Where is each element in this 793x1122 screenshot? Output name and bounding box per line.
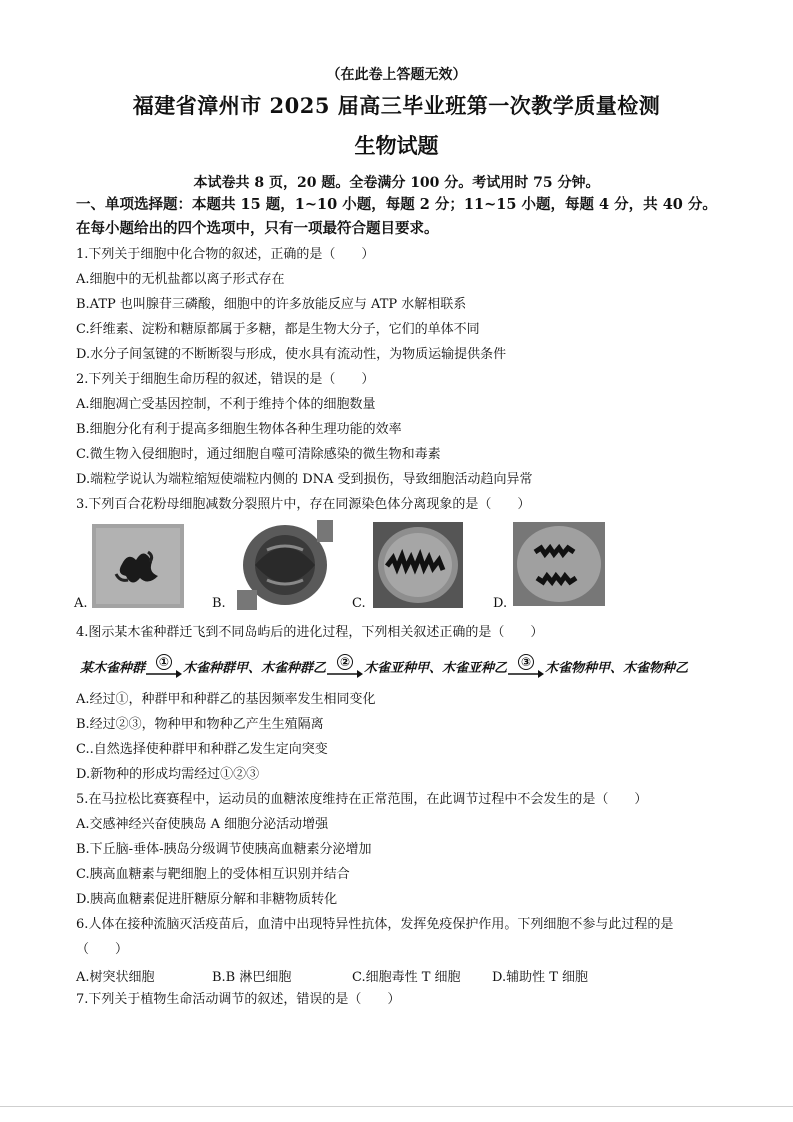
q5-option-c: C.胰高血糖素与靶细胞上的受体相互识别并结合 <box>76 867 350 882</box>
q6-option-d: D.辅助性 T 细胞 <box>492 970 589 985</box>
q3-label-a: A. <box>74 596 88 611</box>
q2-option-a: A.细胞凋亡受基因控制，不利于维持个体的细胞数量 <box>76 397 376 412</box>
q4-option-c: C..自然选择使种群甲和种群乙发生定向突变 <box>76 742 328 757</box>
chain-arrow-3 <box>508 654 544 684</box>
chain-node-2: 木雀种群甲、木雀种群乙 <box>183 661 327 676</box>
q5-option-a: A.交感神经兴奋使胰岛 A 细胞分泌活动增强 <box>76 817 329 832</box>
q2-stem: 2.下列关于细胞生命历程的叙述，错误的是（ ） <box>76 372 375 387</box>
q6-option-c: C.细胞毒性 T 细胞 <box>352 970 461 985</box>
q3-label-b: B. <box>212 596 226 611</box>
q3-photo-b <box>237 520 333 610</box>
subject-title: 生物试题 <box>354 133 439 158</box>
chain-arrow-1 <box>146 654 182 684</box>
q4-option-b: B.经过②③，物种甲和物种乙产生生殖隔离 <box>76 717 324 732</box>
q2-option-c: C.微生物入侵细胞时，通过细胞自噬可清除感染的微生物和毒素 <box>76 447 441 462</box>
footer-divider <box>0 1106 793 1107</box>
chain-node-3: 木雀亚种甲、木雀亚种乙 <box>364 661 508 676</box>
step-3-marker: ③ <box>518 654 534 670</box>
exam-title: 福建省漳州市 2025 届高三毕业班第一次教学质量检测 <box>132 93 661 118</box>
q3-photo-a <box>92 524 184 608</box>
q4-option-d: D.新物种的形成均需经过①②③ <box>76 767 260 782</box>
q3-photo-c <box>373 522 463 608</box>
q4-option-a: A.经过①，种群甲和种群乙的基因频率发生相同变化 <box>76 692 376 707</box>
q3-stem: 3.下列百合花粉母细胞减数分裂照片中，存在同源染色体分离现象的是（ ） <box>76 497 531 512</box>
q5-option-b: B.下丘脑-垂体-胰岛分级调节使胰高血糖素分泌增加 <box>76 842 372 857</box>
q1-option-c: C.纤维素、淀粉和糖原都属于多糖，都是生物大分子，它们的单体不同 <box>76 322 480 337</box>
q5-stem: 5.在马拉松比赛赛程中，运动员的血糖浓度维持在正常范围，在此调节过程中不会发生的是（ ） <box>76 792 648 807</box>
step-2-marker: ② <box>337 654 353 670</box>
evolution-chain-diagram <box>80 654 688 684</box>
q1-option-d: D.水分子间氢键的不断断裂与形成，使水具有流动性，为物质运输提供条件 <box>76 347 507 362</box>
chain-node-4: 木雀物种甲、木雀物种乙 <box>545 661 689 676</box>
section-heading: 一、单项选择题：本题共 15 题，1~10 小题，每题 2 分；11~15 小题，每题 4 分，共 40 分。 <box>76 196 717 213</box>
chain-node-1: 某木雀种群 <box>80 661 146 676</box>
q6-option-a: A.树突状细胞 <box>76 970 155 985</box>
q1-option-b: B.ATP 也叫腺苷三磷酸，细胞中的许多放能反应与 ATP 水解相联系 <box>76 297 467 312</box>
q1-stem: 1.下列关于细胞中化合物的叙述，正确的是（ ） <box>76 247 375 262</box>
chain-arrow-2 <box>327 654 363 684</box>
q3-label-c: C. <box>352 596 366 611</box>
q5-option-d: D.胰高血糖素促进肝糖原分解和非糖物质转化 <box>76 892 338 907</box>
q4-stem: 4.图示某木雀种群迁飞到不同岛屿后的进化过程，下列相关叙述正确的是（ ） <box>76 625 544 640</box>
step-1-marker: ① <box>156 654 172 670</box>
q6-stem: 6.人体在接种流脑灭活疫苗后，血清中出现特异性抗体，发挥免疫保护作用。下列细胞不参与此过程的是 <box>76 917 674 932</box>
section-instruction: 在每小题给出的四个选项中，只有一项最符合题目要求。 <box>76 220 439 237</box>
exam-meta: 本试卷共 8 页，20 题。全卷满分 100 分。考试用时 75 分钟。 <box>193 175 600 191</box>
q2-option-b: B.细胞分化有利于提高多细胞生物体各种生理功能的效率 <box>76 422 402 437</box>
q6-paren: （ ） <box>76 942 129 957</box>
q7-stem: 7.下列关于植物生命活动调节的叙述，错误的是（ ） <box>76 992 401 1007</box>
q6-option-b: B.B 淋巴细胞 <box>212 970 292 985</box>
q3-label-d: D. <box>493 596 508 611</box>
q2-option-d: D.端粒学说认为端粒缩短使端粒内侧的 DNA 受到损伤，导致细胞活动趋向异常 <box>76 472 533 487</box>
q3-photo-d <box>513 522 605 606</box>
notice: （在此卷上答题无效） <box>326 67 467 83</box>
q1-option-a: A.细胞中的无机盐都以离子形式存在 <box>76 272 285 287</box>
